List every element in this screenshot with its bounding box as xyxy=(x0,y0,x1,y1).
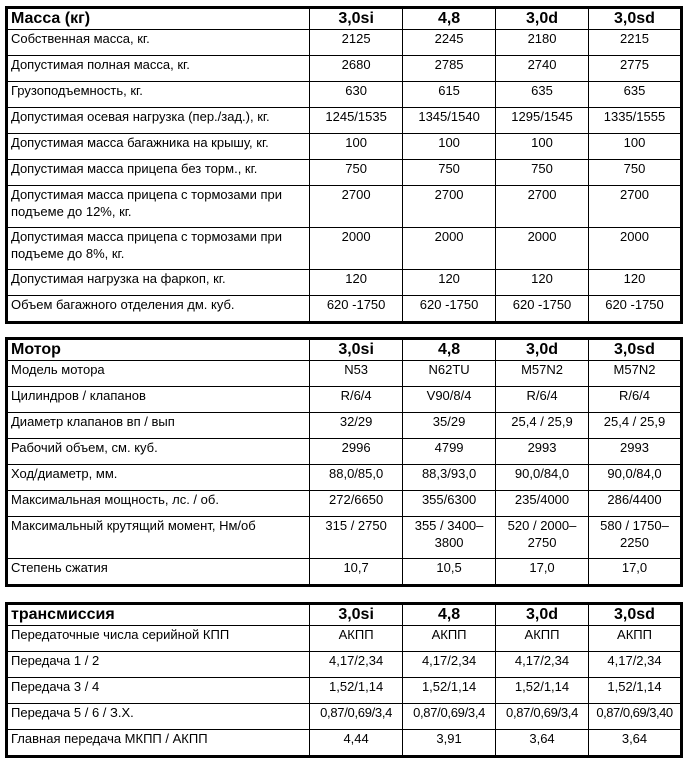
cell-value: 4,17/2,34 xyxy=(403,652,496,678)
row-label: Главная передача МКПП / АКПП xyxy=(7,730,310,757)
mass-table xyxy=(5,6,683,324)
cell-value: 1,52/1,14 xyxy=(496,678,589,704)
cell-value: 100 xyxy=(403,134,496,160)
row-label: Ход/диаметр, мм. xyxy=(7,465,310,491)
cell-value: 0,87/0,69/3,4 xyxy=(403,704,496,730)
cell-value: 2700 xyxy=(496,186,589,228)
cell-value: АКПП xyxy=(310,626,403,652)
cell-value: 4799 xyxy=(403,439,496,465)
row-label: Максимальный крутящий момент, Нм/об xyxy=(7,517,310,559)
row-label: Передача 5 / 6 / З.Х. xyxy=(7,704,310,730)
table-row xyxy=(7,559,682,586)
table-row xyxy=(7,413,682,439)
cell-value: 1245/1535 xyxy=(310,108,403,134)
model-header: 3,0si xyxy=(310,8,403,30)
table-row xyxy=(7,465,682,491)
cell-value: 32/29 xyxy=(310,413,403,439)
cell-value: 25,4 / 25,9 xyxy=(496,413,589,439)
cell-value: 2775 xyxy=(589,56,682,82)
cell-value: 355 / 3400–3800 xyxy=(403,517,496,559)
table-row xyxy=(7,439,682,465)
model-header: 4,8 xyxy=(403,339,496,361)
cell-value: N62TU xyxy=(403,361,496,387)
cell-value: 100 xyxy=(310,134,403,160)
cell-value: 2000 xyxy=(496,228,589,270)
cell-value: 88,0/85,0 xyxy=(310,465,403,491)
cell-value: 120 xyxy=(403,270,496,296)
cell-value: 1345/1540 xyxy=(403,108,496,134)
cell-value: 2125 xyxy=(310,30,403,56)
cell-value: 355/6300 xyxy=(403,491,496,517)
cell-value: 0,87/0,69/3,4 xyxy=(310,704,403,730)
cell-value: 3,64 xyxy=(496,730,589,757)
row-label: Передача 3 / 4 xyxy=(7,678,310,704)
cell-value: 90,0/84,0 xyxy=(589,465,682,491)
cell-value: 10,7 xyxy=(310,559,403,586)
cell-value: 635 xyxy=(589,82,682,108)
model-header: 3,0sd xyxy=(589,8,682,30)
row-label: Модель мотора xyxy=(7,361,310,387)
row-label: Собственная масса, кг. xyxy=(7,30,310,56)
cell-value: 25,4 / 25,9 xyxy=(589,413,682,439)
cell-value: 120 xyxy=(496,270,589,296)
row-label: Передача 1 / 2 xyxy=(7,652,310,678)
table-row xyxy=(7,270,682,296)
cell-value: 2680 xyxy=(310,56,403,82)
cell-value: 1,52/1,14 xyxy=(589,678,682,704)
cell-value: R/6/4 xyxy=(589,387,682,413)
row-label: Допустимая масса багажника на крышу, кг. xyxy=(7,134,310,160)
cell-value: 2000 xyxy=(310,228,403,270)
table-row xyxy=(7,108,682,134)
cell-value: 620 -1750 xyxy=(496,296,589,323)
cell-value: 750 xyxy=(496,160,589,186)
table-row xyxy=(7,730,682,757)
cell-value: 4,17/2,34 xyxy=(310,652,403,678)
section-title: Мотор xyxy=(7,339,310,361)
cell-value: 0,87/0,69/3,40 xyxy=(589,704,682,730)
cell-value: M57N2 xyxy=(496,361,589,387)
cell-value: 750 xyxy=(403,160,496,186)
cell-value: 2000 xyxy=(589,228,682,270)
row-label: Цилиндров / клапанов xyxy=(7,387,310,413)
cell-value: 2740 xyxy=(496,56,589,82)
table-row xyxy=(7,626,682,652)
row-label: Допустимая масса прицепа без торм., кг. xyxy=(7,160,310,186)
cell-value: 620 -1750 xyxy=(403,296,496,323)
cell-value: 635 xyxy=(496,82,589,108)
cell-value: 2700 xyxy=(589,186,682,228)
table-row xyxy=(7,56,682,82)
cell-value: 1295/1545 xyxy=(496,108,589,134)
cell-value: 0,87/0,69/3,4 xyxy=(496,704,589,730)
section-title: Масса (кг) xyxy=(7,8,310,30)
table-row xyxy=(7,228,682,270)
row-label: Грузоподъемность, кг. xyxy=(7,82,310,108)
cell-value: 4,44 xyxy=(310,730,403,757)
row-label: Допустимая нагрузка на фаркоп, кг. xyxy=(7,270,310,296)
cell-value: 3,64 xyxy=(589,730,682,757)
cell-value: M57N2 xyxy=(589,361,682,387)
table-row xyxy=(7,678,682,704)
table-row xyxy=(7,160,682,186)
cell-value: 2180 xyxy=(496,30,589,56)
table-row xyxy=(7,30,682,56)
table-header-row xyxy=(7,339,682,361)
cell-value: 286/4400 xyxy=(589,491,682,517)
table-row xyxy=(7,296,682,323)
table-row xyxy=(7,491,682,517)
cell-value: 2700 xyxy=(403,186,496,228)
cell-value: 2996 xyxy=(310,439,403,465)
row-label: Допустимая осевая нагрузка (пер./зад.), кг. xyxy=(7,108,310,134)
model-header: 3,0si xyxy=(310,604,403,626)
cell-value: 10,5 xyxy=(403,559,496,586)
row-label: Рабочий объем, см. куб. xyxy=(7,439,310,465)
cell-value: 2700 xyxy=(310,186,403,228)
table-row xyxy=(7,82,682,108)
cell-value: 620 -1750 xyxy=(310,296,403,323)
row-label: Объем багажного отделения дм. куб. xyxy=(7,296,310,323)
cell-value: 1335/1555 xyxy=(589,108,682,134)
table-row xyxy=(7,387,682,413)
table-header-row xyxy=(7,8,682,30)
cell-value: N53 xyxy=(310,361,403,387)
section-title: трансмиссия xyxy=(7,604,310,626)
cell-value: 100 xyxy=(589,134,682,160)
row-label: Допустимая масса прицепа с тормозами при подъеме до 12%, кг. xyxy=(7,186,310,228)
cell-value: 615 xyxy=(403,82,496,108)
model-header: 3,0d xyxy=(496,604,589,626)
table-row xyxy=(7,517,682,559)
cell-value: 3,91 xyxy=(403,730,496,757)
cell-value: 750 xyxy=(310,160,403,186)
cell-value: 120 xyxy=(589,270,682,296)
cell-value: 90,0/84,0 xyxy=(496,465,589,491)
table-header-row xyxy=(7,604,682,626)
row-label: Диаметр клапанов вп / вып xyxy=(7,413,310,439)
table-row xyxy=(7,652,682,678)
cell-value: 120 xyxy=(310,270,403,296)
table-row xyxy=(7,186,682,228)
table-row xyxy=(7,134,682,160)
cell-value: 620 -1750 xyxy=(589,296,682,323)
cell-value: 2245 xyxy=(403,30,496,56)
model-header: 4,8 xyxy=(403,604,496,626)
row-label: Максимальная мощность, лс. / об. xyxy=(7,491,310,517)
row-label: Степень сжатия xyxy=(7,559,310,586)
model-header: 3,0sd xyxy=(589,604,682,626)
cell-value: 315 / 2750 xyxy=(310,517,403,559)
cell-value: 4,17/2,34 xyxy=(496,652,589,678)
cell-value: 1,52/1,14 xyxy=(403,678,496,704)
cell-value: 88,3/93,0 xyxy=(403,465,496,491)
cell-value: АКПП xyxy=(403,626,496,652)
cell-value: АКПП xyxy=(496,626,589,652)
cell-value: R/6/4 xyxy=(496,387,589,413)
cell-value: V90/8/4 xyxy=(403,387,496,413)
cell-value: 17,0 xyxy=(496,559,589,586)
transmission-table xyxy=(5,602,683,758)
cell-value: R/6/4 xyxy=(310,387,403,413)
cell-value: 1,52/1,14 xyxy=(310,678,403,704)
engine-table xyxy=(5,337,683,587)
model-header: 3,0d xyxy=(496,339,589,361)
model-header: 3,0sd xyxy=(589,339,682,361)
cell-value: 17,0 xyxy=(589,559,682,586)
cell-value: 580 / 1750–2250 xyxy=(589,517,682,559)
model-header: 3,0d xyxy=(496,8,589,30)
row-label: Допустимая полная масса, кг. xyxy=(7,56,310,82)
cell-value: 100 xyxy=(496,134,589,160)
table-row xyxy=(7,704,682,730)
cell-value: 630 xyxy=(310,82,403,108)
cell-value: 235/4000 xyxy=(496,491,589,517)
cell-value: 35/29 xyxy=(403,413,496,439)
cell-value: 2785 xyxy=(403,56,496,82)
cell-value: 2215 xyxy=(589,30,682,56)
cell-value: 2993 xyxy=(496,439,589,465)
model-header: 4,8 xyxy=(403,8,496,30)
cell-value: АКПП xyxy=(589,626,682,652)
cell-value: 750 xyxy=(589,160,682,186)
row-label: Передаточные числа серийной КПП xyxy=(7,626,310,652)
cell-value: 272/6650 xyxy=(310,491,403,517)
table-row xyxy=(7,361,682,387)
cell-value: 2993 xyxy=(589,439,682,465)
model-header: 3,0si xyxy=(310,339,403,361)
cell-value: 2000 xyxy=(403,228,496,270)
cell-value: 4,17/2,34 xyxy=(589,652,682,678)
cell-value: 520 / 2000–2750 xyxy=(496,517,589,559)
row-label: Допустимая масса прицепа с тормозами при подъеме до 8%, кг. xyxy=(7,228,310,270)
